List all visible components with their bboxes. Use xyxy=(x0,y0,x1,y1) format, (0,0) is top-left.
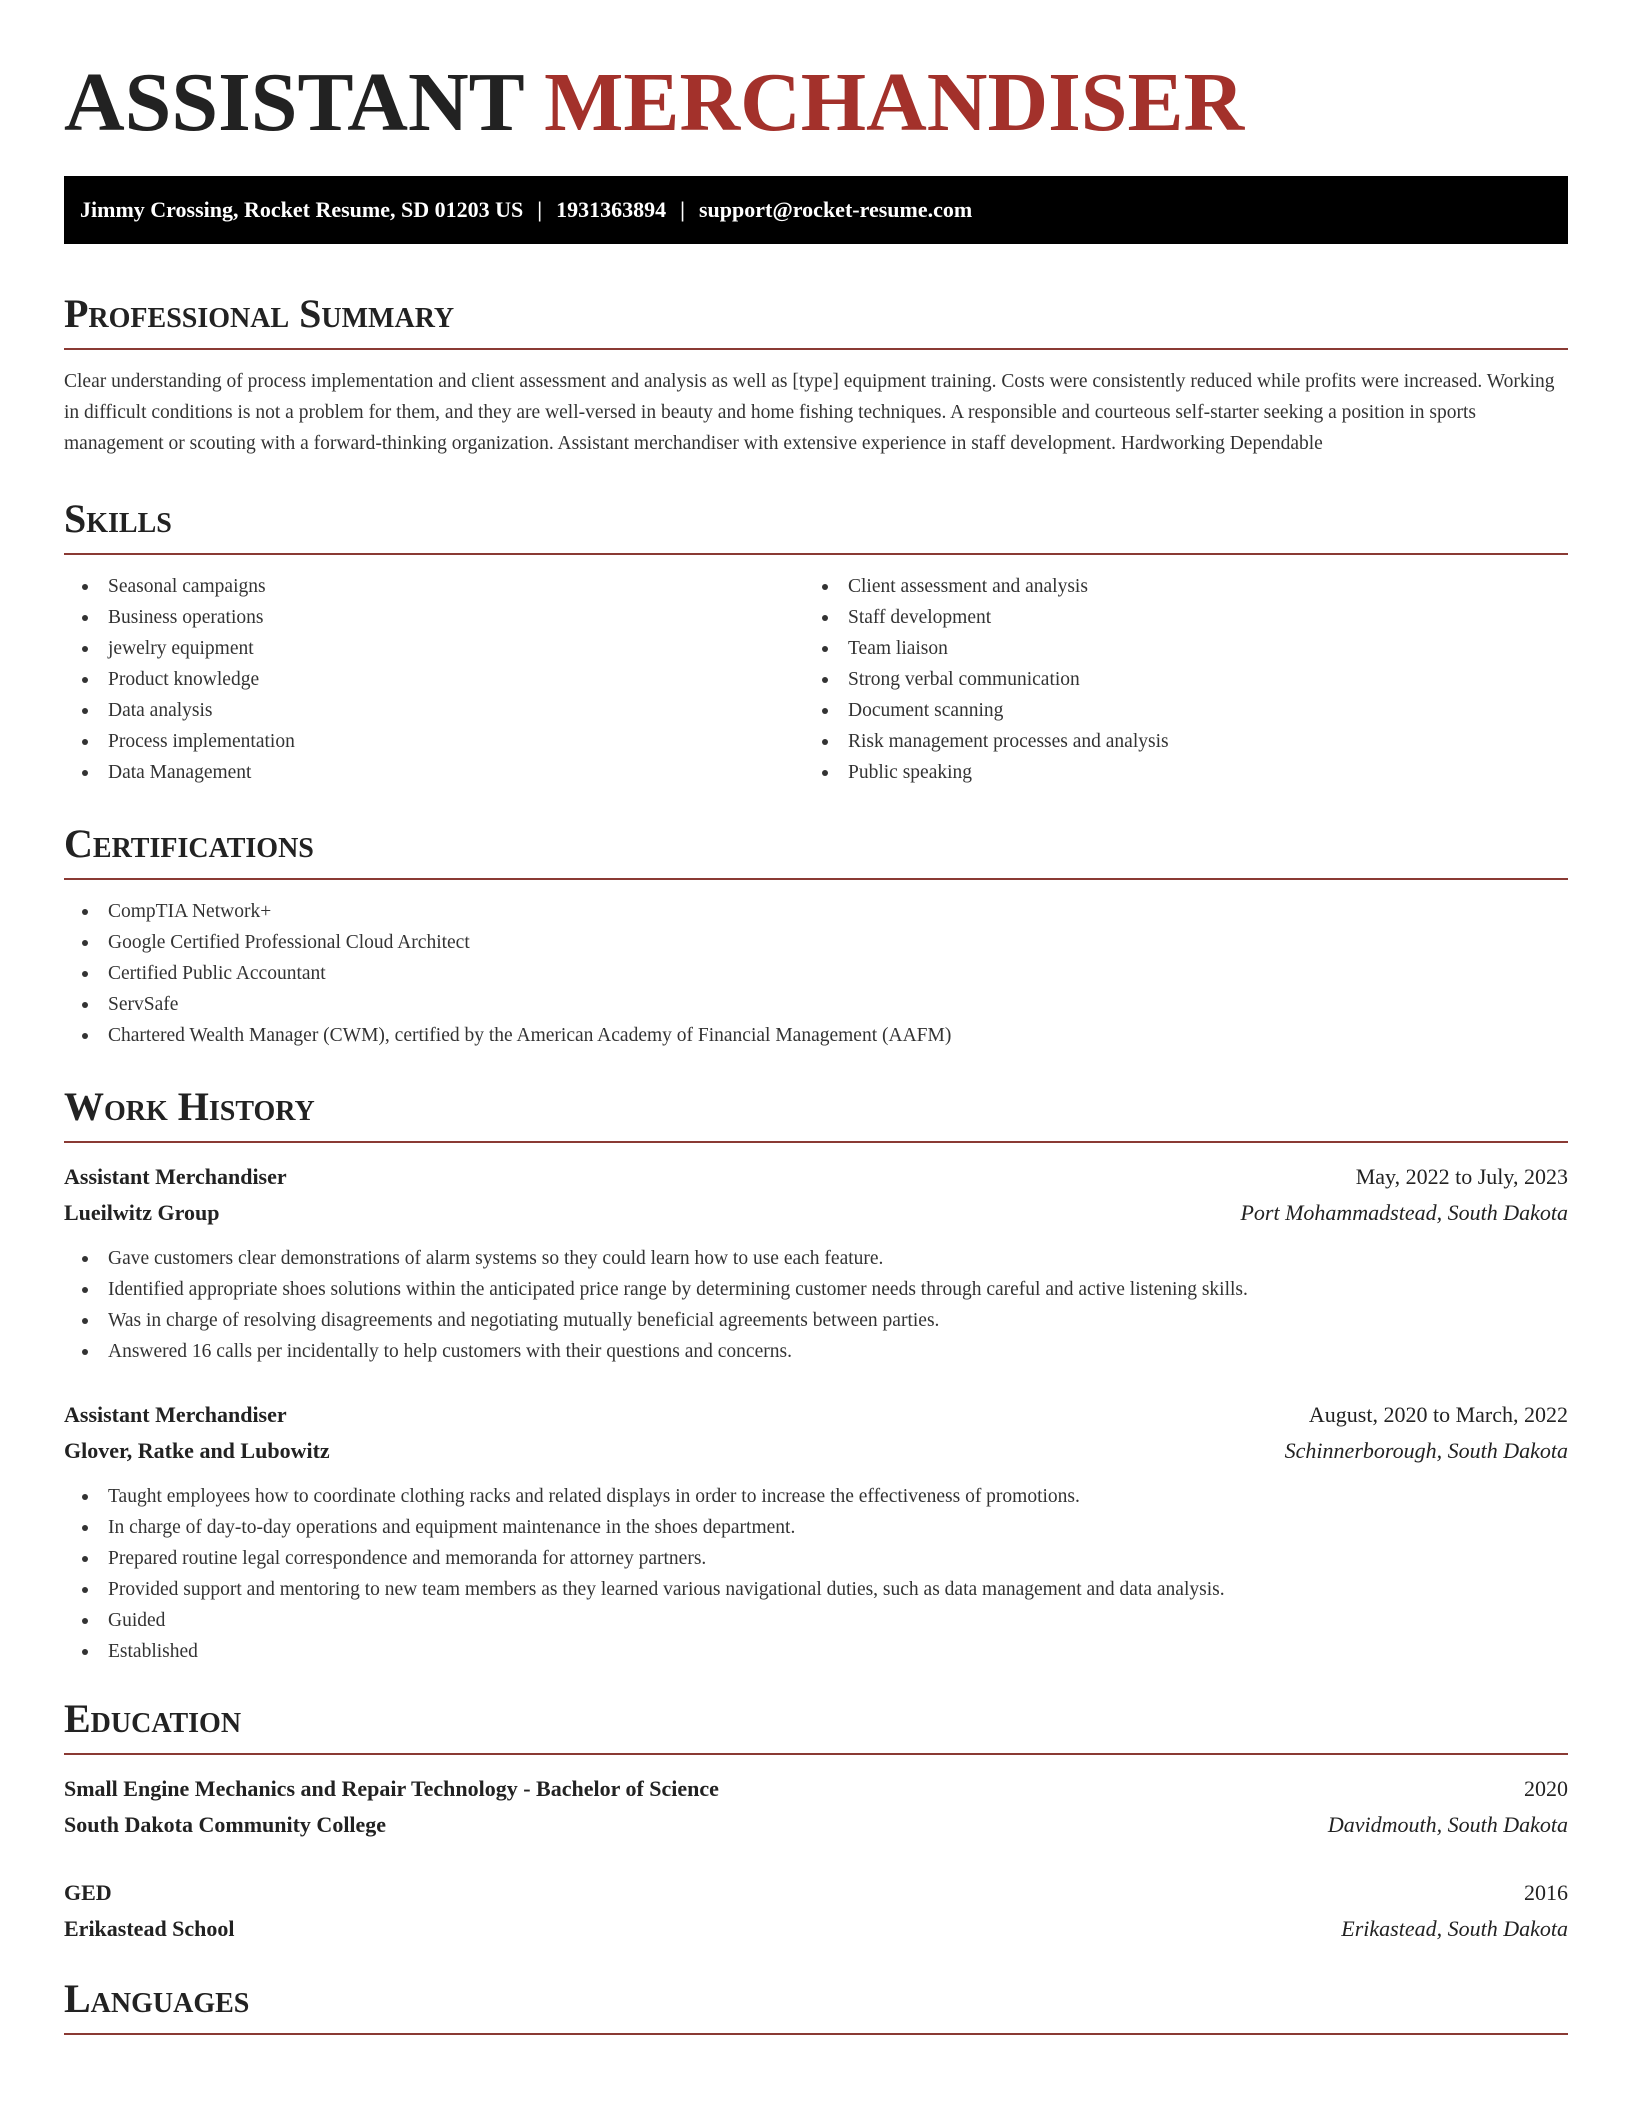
skills-grid xyxy=(64,571,1568,788)
education-school-row xyxy=(64,1911,1568,1947)
skill-item: Strong verbal communication xyxy=(804,664,1544,695)
education-year: 2020 xyxy=(1524,1776,1568,1801)
job-bullets xyxy=(64,1481,1568,1667)
education-degree-row xyxy=(64,1875,1568,1911)
languages-divider xyxy=(64,2033,1568,2035)
job-header-row xyxy=(64,1397,1568,1433)
job-bullet: Prepared routine legal correspondence and memoranda for attorney partners. xyxy=(64,1543,1568,1574)
education-school: Erikastead School xyxy=(64,1916,235,1941)
certifications-list xyxy=(64,896,1568,1051)
job-company-row xyxy=(64,1195,1568,1231)
education-heading: Education xyxy=(64,1696,242,1741)
job-company: Glover, Ratke and Lubowitz xyxy=(64,1438,330,1463)
skill-item: jewelry equipment xyxy=(64,633,804,664)
skills-heading: Skills xyxy=(64,496,172,541)
certification-item: CompTIA Network+ xyxy=(64,896,1568,927)
job-company: Lueilwitz Group xyxy=(64,1200,220,1225)
certification-item: Chartered Wealth Manager (CWM), certified by the American Academy of Financial Management (AAFM) xyxy=(64,1020,1568,1051)
job-bullet: Provided support and mentoring to new team members as they learned various navigational duties, such as data management and data analysis. xyxy=(64,1574,1568,1605)
skill-item: Client assessment and analysis xyxy=(804,571,1544,602)
job-bullets xyxy=(64,1243,1568,1367)
job-bullet: Identified appropriate shoes solutions within the anticipated price range by determining customer needs through careful and active listening skills. xyxy=(64,1274,1568,1305)
skill-item: Staff development xyxy=(804,602,1544,633)
certifications-section xyxy=(64,818,1568,1051)
education-degree: GED xyxy=(64,1880,112,1905)
skill-item: Risk management processes and analysis xyxy=(804,726,1544,757)
job-bullet: Established xyxy=(64,1636,1568,1667)
work-section xyxy=(64,1081,1568,1667)
certifications-heading: Certifications xyxy=(64,821,314,866)
skill-item: Business operations xyxy=(64,602,804,633)
skill-item: Public speaking xyxy=(804,757,1544,788)
work-divider xyxy=(64,1141,1568,1143)
resume-title xyxy=(64,0,1568,148)
certification-item: Google Certified Professional Cloud Architect xyxy=(64,927,1568,958)
education-year: 2016 xyxy=(1524,1880,1568,1905)
skill-item: Seasonal campaigns xyxy=(64,571,804,602)
job-header-row xyxy=(64,1159,1568,1195)
education-school-row xyxy=(64,1807,1568,1843)
education-section xyxy=(64,1693,1568,1947)
skills-section xyxy=(64,493,1568,788)
contact-separator: | xyxy=(680,197,685,222)
education-divider xyxy=(64,1753,1568,1755)
summary-heading: Professional Summary xyxy=(64,291,455,336)
job-location: Schinnerborough, South Dakota xyxy=(1284,1438,1568,1463)
skill-item: Data Management xyxy=(64,757,804,788)
languages-section xyxy=(64,1973,1568,2035)
job-bullet: Guided xyxy=(64,1605,1568,1636)
job-role: Assistant Merchandiser xyxy=(64,1402,287,1427)
education-entry xyxy=(64,1875,1568,1947)
skill-item: Data analysis xyxy=(64,695,804,726)
job-company-row xyxy=(64,1433,1568,1469)
education-school: South Dakota Community College xyxy=(64,1812,387,1837)
job-bullet: Gave customers clear demonstrations of alarm systems so they could learn how to use each feature. xyxy=(64,1243,1568,1274)
skill-item: Product knowledge xyxy=(64,664,804,695)
summary-text: Clear understanding of process implementation and client assessment and analysis as well as [type] equipment training. Costs were consistently reduced while profits were increased. Working in difficult conditions is not a problem for them, and they are well-versed in beauty and home fishing techniques. A responsible and courteous self-starter seeking a position in sports management or scouting with a forward-thinking organization. Assistant merchandiser with extensive experience in staff development. Hardworking Dependable xyxy=(64,371,1555,454)
skills-list-left xyxy=(64,571,804,788)
job-bullet: Answered 16 calls per incidentally to help customers with their questions and concerns. xyxy=(64,1336,1568,1367)
title-second-word: MERCHANDISER xyxy=(544,56,1245,149)
contact-email[interactable]: support@rocket-resume.com xyxy=(698,197,973,222)
skill-item: Team liaison xyxy=(804,633,1544,664)
job-role: Assistant Merchandiser xyxy=(64,1164,287,1189)
education-location: Davidmouth, South Dakota xyxy=(1327,1812,1568,1837)
summary-section xyxy=(64,288,1568,459)
skill-item: Document scanning xyxy=(804,695,1544,726)
contact-bar xyxy=(64,176,1568,244)
job-entry xyxy=(64,1397,1568,1667)
job-dates: May, 2022 to July, 2023 xyxy=(1355,1164,1568,1189)
skill-item: Process implementation xyxy=(64,726,804,757)
education-degree-row xyxy=(64,1771,1568,1807)
job-bullet: In charge of day-to-day operations and equipment maintenance in the shoes department. xyxy=(64,1512,1568,1543)
work-heading: Work History xyxy=(64,1084,315,1129)
certifications-divider xyxy=(64,878,1568,880)
job-location: Port Mohammadstead, South Dakota xyxy=(1240,1200,1568,1225)
title-first-word: ASSISTANT xyxy=(64,56,524,149)
skills-divider xyxy=(64,553,1568,555)
certification-item: Certified Public Accountant xyxy=(64,958,1568,989)
certification-item: ServSafe xyxy=(64,989,1568,1020)
contact-address: Jimmy Crossing, Rocket Resume, SD 01203 US xyxy=(80,197,524,222)
job-entry xyxy=(64,1159,1568,1367)
skills-list-right xyxy=(804,571,1544,788)
languages-heading: Languages xyxy=(64,1976,250,2021)
contact-phone: 1931363894 xyxy=(556,197,667,222)
education-entry xyxy=(64,1771,1568,1843)
education-degree: Small Engine Mechanics and Repair Technology - Bachelor of Science xyxy=(64,1776,719,1801)
education-location: Erikastead, South Dakota xyxy=(1341,1916,1568,1941)
job-bullet: Was in charge of resolving disagreements and negotiating mutually beneficial agreements between parties. xyxy=(64,1305,1568,1336)
summary-divider xyxy=(64,348,1568,350)
job-dates: August, 2020 to March, 2022 xyxy=(1308,1402,1568,1427)
contact-separator: | xyxy=(537,197,543,222)
job-bullet: Taught employees how to coordinate clothing racks and related displays in order to increase the effectiveness of promotions. xyxy=(64,1481,1568,1512)
